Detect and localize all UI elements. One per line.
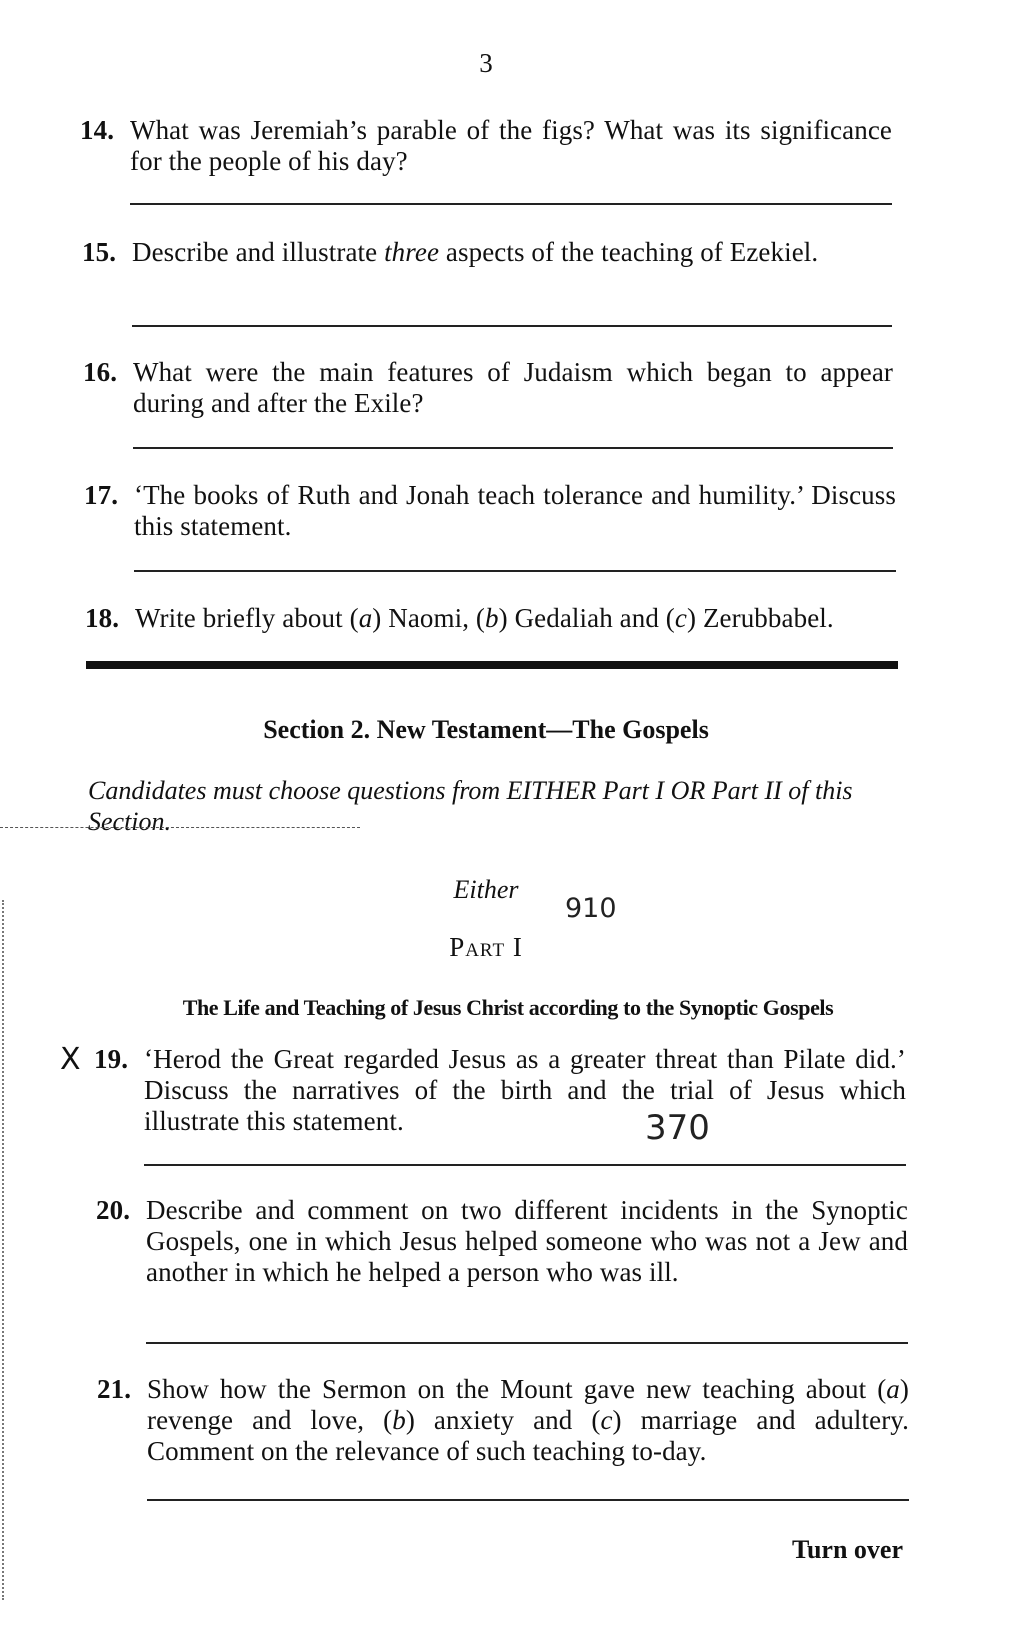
divider [134,570,896,572]
question-21 [97,1374,909,1467]
question-number: 16. [83,357,118,387]
part-label: Part I [449,932,523,962]
question-17 [84,480,896,542]
question-text: Show how the Sermon on the Mount gave new teaching about (a) revenge and love, (b) anxiety and (c) marriage and adultery. Comment on the relevance of such teaching to-day. [147,1374,909,1466]
question-number: 20. [96,1195,131,1225]
question-number: 14. [80,115,115,145]
question-text: Describe and comment on two different incidents in the Synoptic Gospels, one in which Jesus helped someone who was not a Jew and another in which he helped a person who was ill. [146,1195,908,1287]
section-instruction: Candidates must choose questions from EITHER Part I OR Part II of this Section. [88,776,853,836]
part-subtitle: The Life and Teaching of Jesus Christ according to the Synoptic Gospels [182,995,834,1020]
handwritten-mark: X [60,1042,81,1077]
divider [133,447,893,449]
question-number: 17. [84,480,119,510]
question-16 [83,357,893,419]
divider [132,325,892,327]
question-number: 19. [94,1044,129,1074]
section-title: Section 2. New Testament—The Gospels [263,715,709,744]
question-number: 18. [85,603,120,633]
divider [130,203,892,205]
question-number: 15. [82,237,117,267]
question-text: ‘The books of Ruth and Jonah teach tolerance and humility.’ Discuss this statement. [134,480,896,541]
turn-over: Turn over [792,1535,903,1564]
divider [146,1342,908,1344]
scan-edge [2,900,4,1600]
page-number: 3 [479,48,493,78]
handwritten-note-910: 910 [565,893,617,924]
section-divider [86,661,898,669]
question-19 [60,1042,906,1137]
question-14 [80,115,892,177]
divider [144,1164,906,1166]
question-text: What were the main features of Judaism which began to appear during and after the Exile? [133,357,893,418]
question-number: 21. [97,1374,132,1404]
underline-scribble [0,827,360,828]
question-18 [85,603,900,634]
question-text: What was Jeremiah’s parable of the figs? What was its significance for the people of his day? [130,115,892,176]
question-text: ‘Herod the Great regarded Jesus as a greater threat than Pilate did.’ Discuss the narratives of the birth and the trial of Jesus which illustrate this statement. [144,1044,906,1136]
question-20 [96,1195,908,1288]
question-15 [82,237,892,268]
either-label: Either [453,875,519,904]
divider [147,1499,909,1501]
question-text: Write briefly about (a) Naomi, (b) Gedaliah and (c) Zerubbabel. [135,603,834,633]
question-text: Describe and illustrate three aspects of the teaching of Ezekiel. [132,237,819,267]
handwritten-note-370: 370 [645,1108,710,1148]
